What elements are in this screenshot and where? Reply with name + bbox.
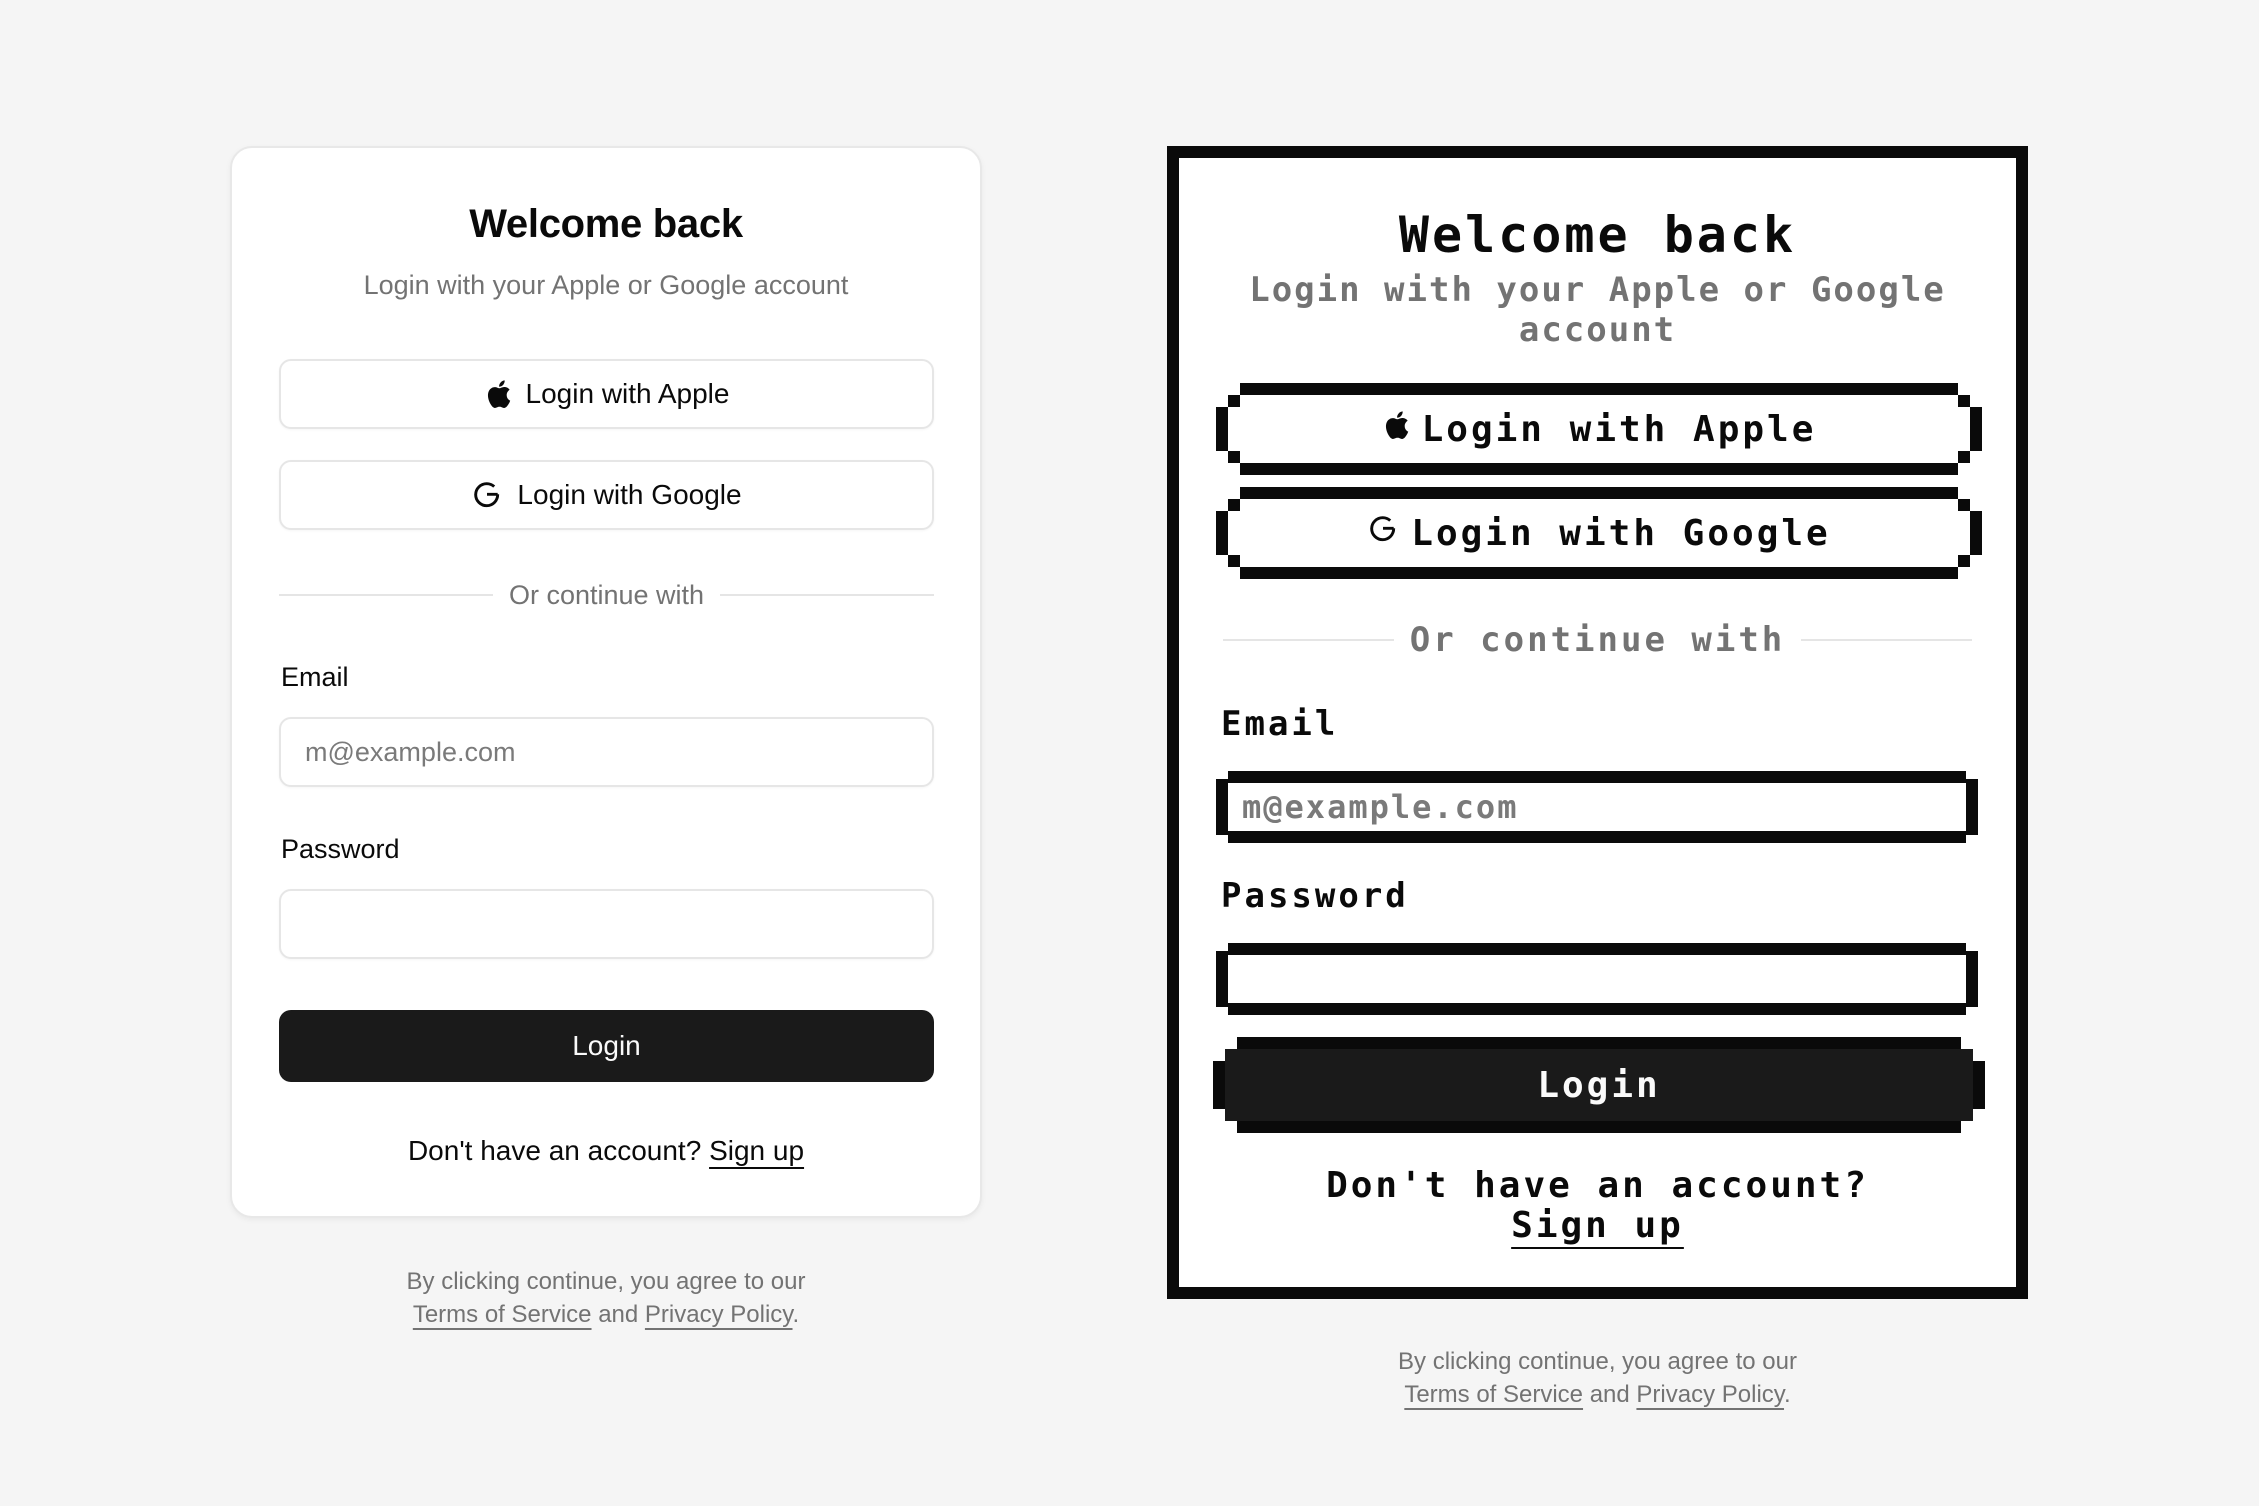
divider-line [1801, 639, 1972, 641]
card-title: Welcome back [469, 202, 743, 246]
google-button-label: Login with Google [517, 479, 742, 510]
password-input-frame [1216, 943, 1978, 1015]
apple-icon [484, 378, 512, 410]
pixel-login-card [1167, 146, 2028, 1299]
password-label: Password [1221, 876, 1409, 916]
login-button[interactable] [1213, 1037, 1985, 1133]
signup-prompt [1179, 1166, 2016, 1246]
card-subtitle: Login with your Apple or Google account [1249, 270, 1946, 350]
divider-text: Or continue with [508, 579, 705, 610]
signup-prompt-text: Don't have an account? [1326, 1165, 1869, 1206]
email-input[interactable] [279, 717, 934, 787]
divider-line [279, 594, 493, 596]
modern-login-card [230, 146, 982, 1218]
terms-and: and [598, 1301, 639, 1328]
or-continue-divider [1223, 618, 1972, 662]
google-button-label: Login with Google [1411, 512, 1831, 554]
privacy-policy-link[interactable]: Privacy Policy [644, 1301, 793, 1328]
apple-button-label: Login with Apple [525, 378, 730, 409]
terms-notice [1167, 1345, 2028, 1411]
divider-line [720, 594, 934, 596]
sign-up-link[interactable]: Sign up [1511, 1205, 1684, 1246]
sign-up-link[interactable]: Sign up [709, 1135, 805, 1166]
google-icon [471, 478, 503, 512]
terms-line-2 [230, 1298, 982, 1331]
email-input[interactable] [1228, 783, 1966, 831]
terms-period: . [1784, 1381, 1791, 1408]
or-continue-divider [279, 578, 934, 612]
terms-period: . [792, 1301, 800, 1328]
terms-line-1: By clicking continue, you agree to our [406, 1268, 806, 1295]
card-subtitle: Login with your Apple or Google account [363, 270, 849, 300]
email-label: Email [1221, 704, 1339, 744]
card-title: Welcome back [1398, 206, 1797, 264]
login-with-google-button[interactable] [279, 460, 934, 530]
login-button-label: Login [1537, 1064, 1661, 1106]
divider-text: Or continue with [1409, 620, 1786, 660]
email-input-frame [1216, 771, 1978, 843]
email-label: Email [281, 662, 349, 692]
login-with-apple-button[interactable] [279, 359, 934, 429]
signup-prompt-text: Don't have an account? [407, 1135, 702, 1166]
divider-line [1223, 639, 1394, 641]
password-input[interactable] [1228, 955, 1966, 1003]
login-with-apple-button[interactable] [1216, 383, 1982, 475]
terms-of-service-link[interactable]: Terms of Service [412, 1301, 592, 1328]
terms-of-service-link[interactable]: Terms of Service [1404, 1381, 1584, 1408]
terms-notice [230, 1265, 982, 1331]
apple-button-label: Login with Apple [1421, 408, 1817, 450]
privacy-policy-link[interactable]: Privacy Policy [1636, 1381, 1785, 1408]
apple-icon [1382, 409, 1410, 450]
password-input[interactable] [279, 889, 934, 959]
login-with-google-button[interactable] [1216, 487, 1982, 579]
terms-and: and [1589, 1381, 1630, 1408]
password-label: Password [281, 834, 400, 864]
signup-prompt [232, 1135, 980, 1167]
google-icon [1367, 512, 1399, 555]
terms-line-2 [1167, 1378, 2028, 1411]
terms-line-1: By clicking continue, you agree to our [1398, 1348, 1797, 1375]
login-button[interactable]: Login [279, 1010, 934, 1082]
